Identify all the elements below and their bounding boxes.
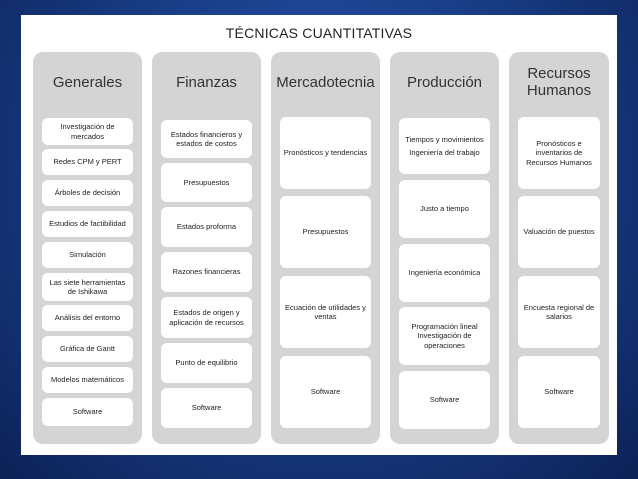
card-ingenieria-economica: Ingeniería económica [399,244,490,302]
card-redes-cpm-pert: Redes CPM y PERT [42,149,133,175]
card-tiempos-movimientos: Tiempos y movimientos Ingeniería del trabajo [399,118,490,174]
column-finanzas [152,52,261,444]
card-analisis-entorno: Análisis del entorno [42,305,133,331]
column-header-mercadotecnia: Mercadotecnia [276,73,375,91]
card-valuacion-puestos: Valuación de puestos [518,196,600,268]
card-pronosticos-tendencias: Pronósticos y tendencias [280,117,371,189]
card-estados-origen: Estados de origen y aplicación de recursos [161,297,252,338]
card-estudios-factibilidad: Estudios de factibilidad [42,211,133,237]
card-simulacion: Simulación [42,242,133,268]
card-presupuestos-mercadotecnia: Presupuestos [280,196,371,268]
card-estados-financieros: Estados financieros y estados de costos [161,120,252,158]
column-mercadotecnia [271,52,380,444]
card-razones-financieras: Razones financieras [161,252,252,292]
column-header-generales: Generales [52,73,123,91]
column-header-produccion: Producción [406,73,483,91]
column-generales [33,52,142,444]
card-ingenieria-trabajo: Ingeniería del trabajo [409,148,480,157]
column-produccion [390,52,499,444]
card-punto-equilibrio: Punto de equilibrio [161,343,252,383]
card-modelos-matematicos: Modelos matemáticos [42,367,133,393]
slide [21,15,617,455]
card-ecuacion-utilidades: Ecuación de utilidades y ventas [280,276,371,348]
card-estados-proforma: Estados proforma [161,207,252,247]
card-software-mercadotecnia: Software [280,356,371,428]
column-recursos-humanos [509,52,609,444]
card-software-generales: Software [42,398,133,426]
card-grafica-gantt: Gráfica de Gantt [42,336,133,362]
card-software-produccion: Software [399,371,490,429]
card-justo-tiempo: Justo a tiempo [399,180,490,238]
card-programacion-lineal: Programación lineal Investigación de operaciones [399,307,490,365]
card-investigacion-mercados: Investigación de mercados [42,118,133,145]
card-presupuestos-finanzas: Presupuestos [161,163,252,202]
card-siete-herramientas: Las siete herramientas de Ishikawa [42,273,133,301]
card-software-finanzas: Software [161,388,252,428]
card-arboles-decision: Árboles de decisión [42,180,133,206]
page-title: TÉCNICAS CUANTITATIVAS [225,25,413,41]
card-pronosticos-inventarios: Pronósticos e inventarios de Recursos Humanos [518,117,600,189]
column-header-recursos-humanos: Recursos Humanos [526,65,592,99]
card-software-recursos-humanos: Software [518,356,600,428]
column-header-finanzas: Finanzas [176,73,237,91]
card-encuesta-salarios: Encuesta regional de salarios [518,276,600,348]
